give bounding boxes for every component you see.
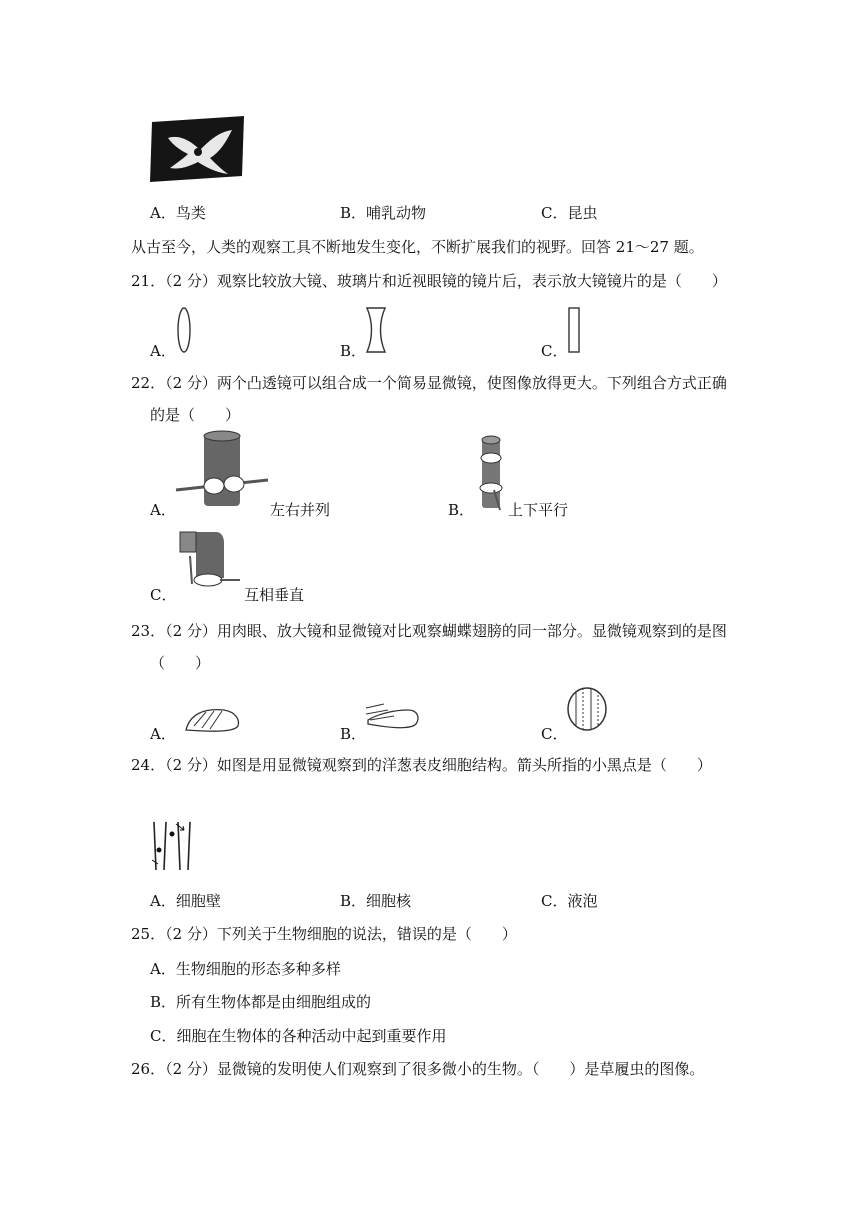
q26-stem: 26．（2 分）显微镜的发明使人们观察到了很多微小的生物。（ ）是草履虫的图像。	[131, 1060, 705, 1078]
q22-option-c-caption: 互相垂直	[244, 586, 305, 604]
q22-option-b-caption: 上下平行	[508, 501, 569, 519]
q21-stem: 21．（2 分）观察比较放大镜、玻璃片和近视眼镜的镜片后，表示放大镜镜片的是（ ）	[131, 272, 727, 290]
q22-option-a-letter[interactable]: A．	[150, 501, 176, 519]
q20-option-c[interactable]: C．昆虫	[541, 204, 598, 222]
q21-option-a[interactable]: A．	[150, 342, 176, 360]
q20-option-a[interactable]: A．鸟类	[150, 204, 206, 222]
lenses-side-by-side-image	[174, 428, 270, 510]
q21-option-c[interactable]: C．	[541, 342, 568, 360]
q24-option-a[interactable]: A．细胞壁	[150, 892, 221, 910]
q23-option-a[interactable]: A．	[150, 725, 176, 743]
q24-stem: 24．（2 分）如图是用显微镜观察到的洋葱表皮细胞结构。箭头所指的小黑点是（ ）	[131, 756, 712, 774]
q25-option-c[interactable]: C．细胞在生物体的各种活动中起到重要作用	[150, 1027, 447, 1045]
q23-option-c[interactable]: C．	[541, 725, 568, 743]
q25-option-a[interactable]: A．生物细胞的形态多种多样	[150, 960, 341, 978]
q23-stem-line2: （ ）	[150, 654, 211, 672]
q23-option-b[interactable]: B．	[340, 725, 367, 743]
q22-option-a-caption: 左右并列	[270, 501, 331, 519]
q24-option-b[interactable]: B．细胞核	[340, 892, 412, 910]
glass-plate-icon	[567, 306, 581, 354]
q25-option-b[interactable]: B．所有生物体都是由细胞组成的	[150, 993, 372, 1011]
onion-cell-image	[150, 820, 196, 872]
lenses-perpendicular-image	[176, 528, 242, 596]
flying-squirrel-image	[150, 116, 246, 182]
butterfly-wing-microscope-image	[566, 686, 608, 732]
q22-stem-line1: 22．（2 分）两个凸透镜可以组合成一个简易显微镜，使图像放得更大。下列组合方式正确	[131, 374, 727, 392]
q20-option-b[interactable]: B．哺乳动物	[340, 204, 427, 222]
q22-option-c-letter[interactable]: C．	[150, 586, 177, 604]
butterfly-wing-magnifier-image	[364, 700, 422, 732]
q21-option-b[interactable]: B．	[340, 342, 367, 360]
butterfly-wing-naked-eye-image	[184, 704, 242, 734]
q23-stem-line1: 23．（2 分）用肉眼、放大镜和显微镜对比观察蝴蝶翅膀的同一部分。显微镜观察到的是图	[131, 622, 727, 640]
q22-stem-line2: 的是（ ）	[150, 406, 241, 424]
q25-stem: 25．（2 分）下列关于生物细胞的说法，错误的是（ ）	[131, 925, 517, 943]
lenses-parallel-image	[474, 434, 508, 516]
section-intro: 从古至今，人类的观察工具不断地发生变化，不断扩展我们的视野。回答 21～27 题。	[131, 238, 704, 256]
q24-option-c[interactable]: C．液泡	[541, 892, 598, 910]
convex-lens-icon	[176, 306, 192, 354]
concave-lens-icon	[365, 306, 387, 354]
q22-option-b-letter[interactable]: B．	[448, 501, 475, 519]
